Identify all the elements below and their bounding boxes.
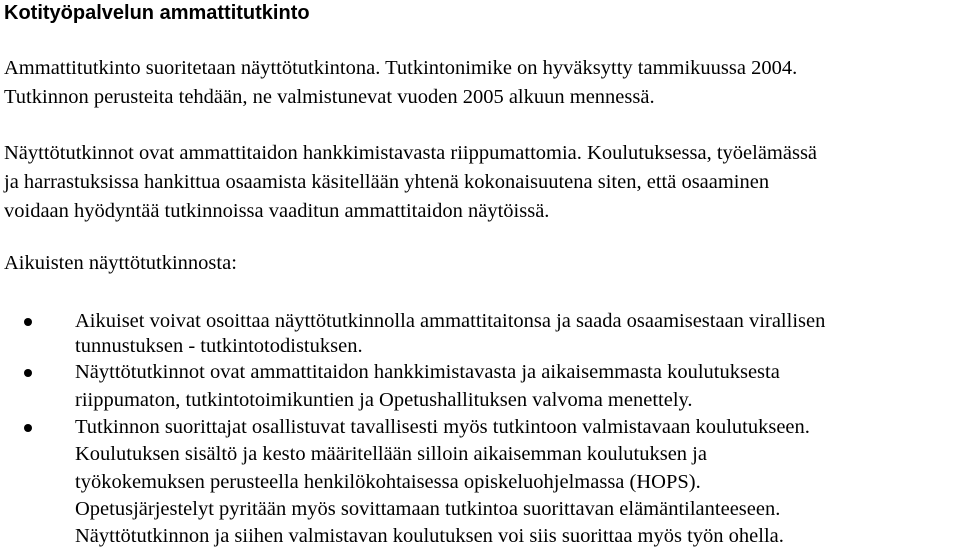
text-line: riippumaton, tutkintotoimikuntien ja Opetushallituksen valvoma menettely.	[75, 389, 693, 411]
bullet-icon	[24, 318, 32, 326]
text-line: ja harrastuksissa hankittua osaamista käsitellään yhtenä kokonaisuutena siten, että osaaminen	[4, 171, 770, 193]
text-line: Näyttötutkinnon ja siihen valmistavan koulutuksen voi siis suorittaa myös työn ohella.	[75, 525, 784, 547]
text-line: työkokemuksen perusteella henkilökohtaisessa opiskeluohjelmassa (HOPS).	[75, 471, 701, 493]
document-title: Kotityöpalvelun ammattitutkinto	[4, 2, 310, 24]
text-line: Tutkinnon perusteita tehdään, ne valmistunevat vuoden 2005 alkuun mennessä.	[4, 86, 655, 108]
text-line: Aikuiset voivat osoittaa näyttötutkinnolla ammattitaitonsa ja saada osaamisestaan virallisen	[75, 310, 826, 332]
text-line: tunnustuksen - tutkintotodistuksen.	[75, 335, 363, 357]
text-line: Näyttötutkinnot ovat ammattitaidon hankkimistavasta riippumattomia. Koulutuksessa, työelämässä	[4, 142, 818, 164]
text-line: Koulutuksen sisältö ja kesto määritellään silloin aikaisemman koulutuksen ja	[75, 443, 707, 465]
text-line: voidaan hyödyntää tutkinnoissa vaaditun ammattitaidon näytöissä.	[4, 200, 550, 222]
section-heading: Aikuisten näyttötutkinnosta:	[4, 252, 237, 274]
text-line: Näyttötutkinnot ovat ammattitaidon hankkimistavasta ja aikaisemmasta koulutuksesta	[75, 361, 780, 383]
text-line: Ammattitutkinto suoritetaan näyttötutkintona. Tutkintonimike on hyväksytty tammikuussa 2004.	[4, 57, 798, 79]
bullet-icon	[24, 369, 32, 377]
text-line: Tutkinnon suorittajat osallistuvat tavallisesti myös tutkintoon valmistavaan koulutukseen.	[75, 416, 810, 438]
text-line: Opetusjärjestelyt pyritään myös sovittamaan tutkintoa suorittavan elämäntilanteeseen.	[75, 498, 781, 520]
bullet-icon	[24, 424, 32, 432]
